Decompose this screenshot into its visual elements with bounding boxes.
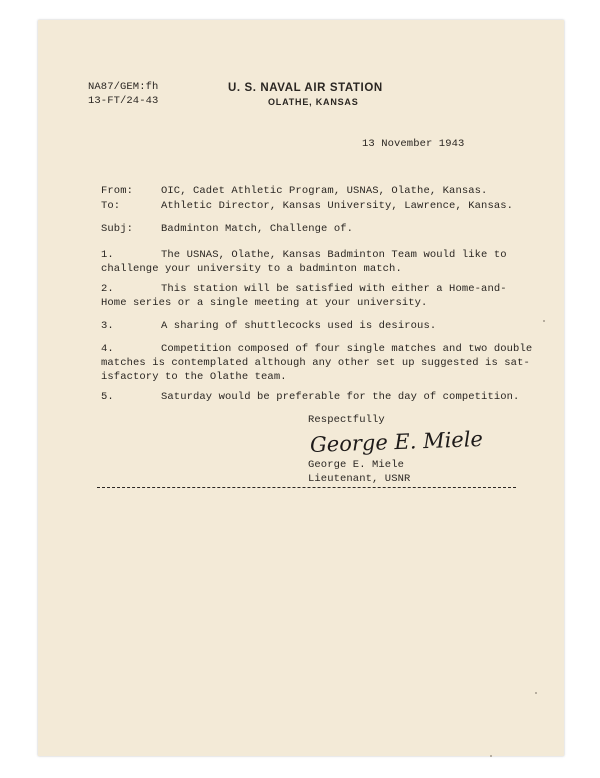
handwritten-signature: George E. Miele [309,426,484,458]
paragraph-4-number: 4. [101,343,114,355]
subject-value: Badminton Match, Challenge of. [161,223,354,235]
signer-title: Lieutenant, USNR [308,473,411,485]
paragraph-4-line-3: isfactory to the Olathe team. [101,371,287,383]
reference-code-2: 13-FT/24-43 [88,95,159,107]
closing: Respectfully [308,414,385,426]
letterhead-location: OLATHE, KANSAS [268,97,359,107]
paragraph-5-line-1: Saturday would be preferable for the day of competition. [161,391,520,403]
paragraph-2-line-2: Home series or a single meeting at your university. [101,297,428,309]
paragraph-4-line-2: matches is contemplated although any other set up suggested is sat- [101,357,530,369]
paragraph-1-line-1: The USNAS, Olathe, Kansas Badminton Team would like to [161,249,507,261]
letter-date: 13 November 1943 [362,138,465,150]
paper-speck [490,755,492,757]
paragraph-2-line-1: This station will be satisfied with either a Home-and- [161,283,507,295]
subject-label: Subj: [101,223,134,235]
letter-page [38,20,564,756]
reference-code-1: NA87/GEM:fh [88,81,159,93]
paragraph-4-line-1: Competition composed of four single matches and two double [161,343,533,355]
paragraph-3-line-1: A sharing of shuttlecocks used is desirous. [161,320,437,332]
from-value: OIC, Cadet Athletic Program, USNAS, Olathe, Kansas. [161,185,488,197]
paper-speck [543,320,545,322]
paper-speck [535,692,537,694]
paragraph-5-number: 5. [101,391,114,403]
to-label: To: [101,200,121,212]
to-value: Athletic Director, Kansas University, Lawrence, Kansas. [161,200,514,212]
paragraph-1-number: 1. [101,249,114,261]
signer-name: George E. Miele [308,459,405,471]
dashed-divider [97,487,516,488]
from-label: From: [101,185,134,197]
paragraph-1-line-2: challenge your university to a badminton match. [101,263,402,275]
paragraph-2-number: 2. [101,283,114,295]
paragraph-3-number: 3. [101,320,114,332]
letterhead-title: U. S. NAVAL AIR STATION [228,82,383,94]
